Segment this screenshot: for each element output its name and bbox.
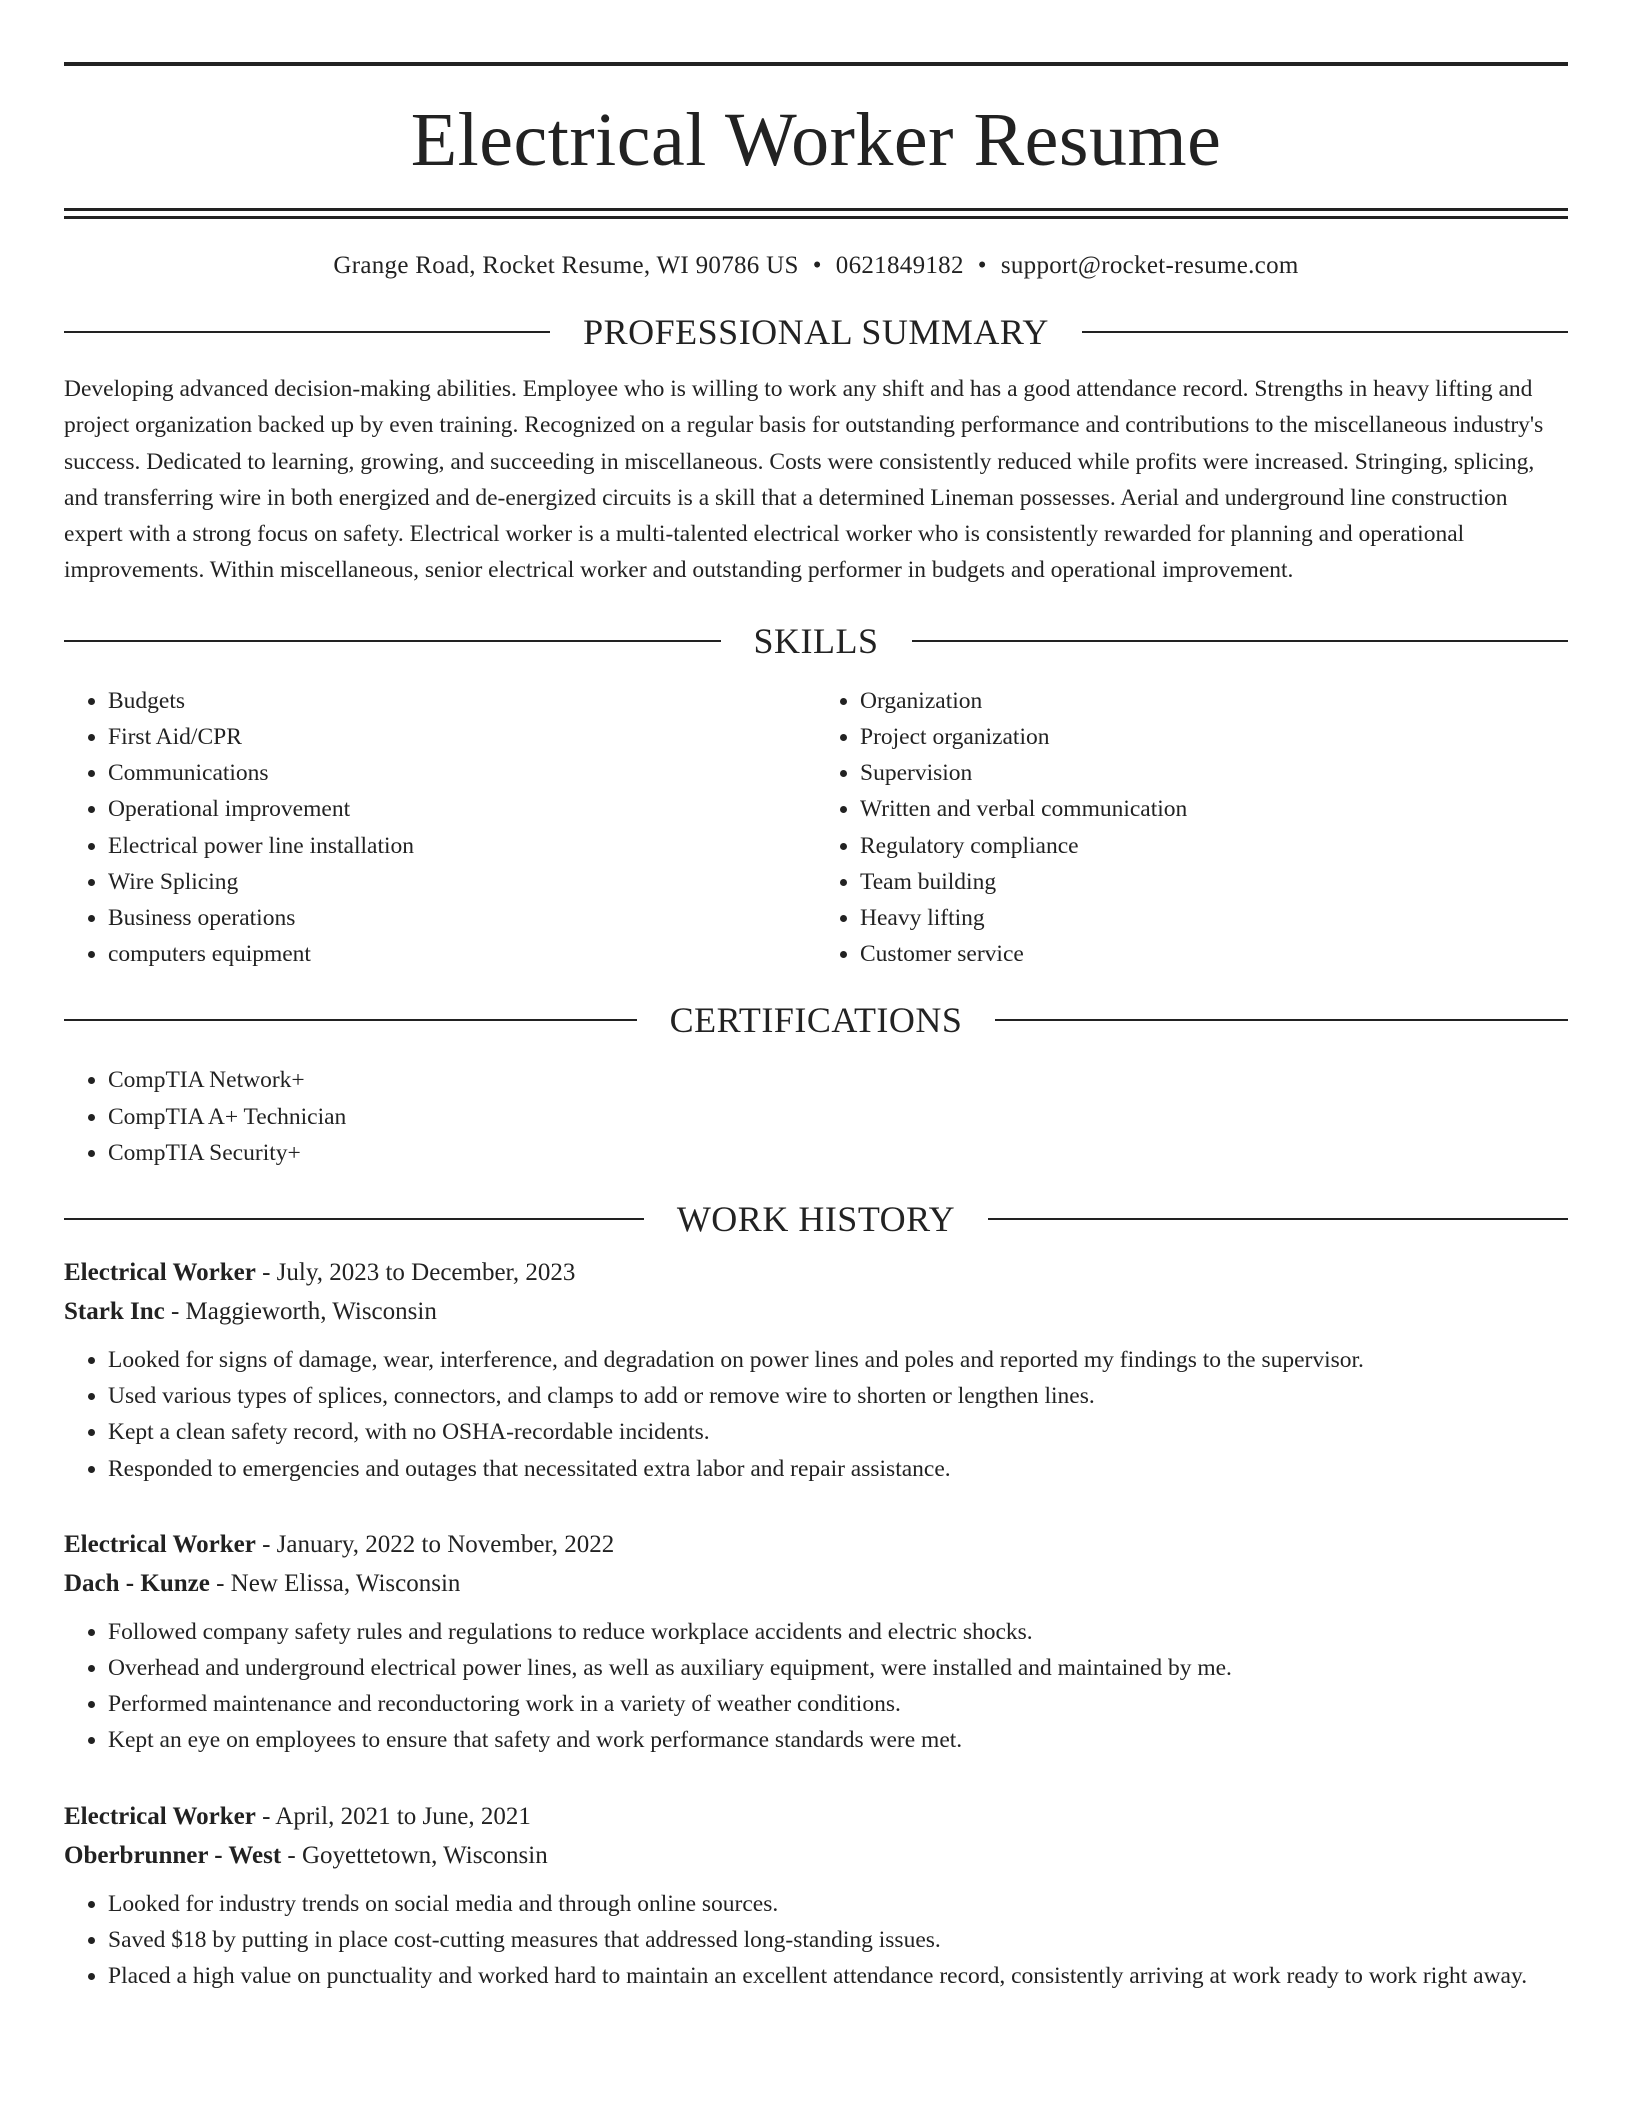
job-title-line	[64, 1253, 1568, 1292]
list-item: • Budgets	[108, 683, 816, 719]
skills-left-list	[64, 683, 816, 973]
top-rule	[64, 62, 1568, 66]
heading-rule-left	[64, 331, 550, 333]
list-item: • Responded to emergencies and outages that necessitated extra labor and repair assistance.	[108, 1451, 1568, 1487]
list-item: • Regulatory compliance	[860, 828, 1568, 864]
contact-line	[64, 253, 1568, 278]
job-bullets	[64, 1886, 1568, 1995]
job-title: Electrical Worker	[64, 1259, 256, 1287]
section-title: CERTIFICATIONS	[669, 1000, 963, 1041]
skills-column-right	[816, 683, 1568, 973]
job-location: New Elissa, Wisconsin	[230, 1569, 461, 1597]
job-dates: January, 2022 to November, 2022	[276, 1530, 615, 1558]
job-entry	[64, 1253, 1568, 1487]
list-item: • Project organization	[860, 719, 1568, 755]
heading-rule-left	[64, 1218, 644, 1220]
work-history-list	[64, 1253, 1568, 1994]
heading-rule-right	[988, 1218, 1568, 1220]
section-title: WORK HISTORY	[676, 1199, 956, 1240]
certifications-list	[64, 1062, 1568, 1171]
heading-rule-left	[64, 640, 721, 642]
heading-rule-left	[64, 1019, 637, 1021]
section-title: PROFESSIONAL SUMMARY	[583, 312, 1049, 352]
list-item: • Written and verbal communication	[860, 791, 1568, 827]
job-company: Dach - Kunze	[64, 1569, 210, 1597]
list-item: • Saved $18 by putting in place cost-cutting measures that addressed long-standing issues.	[108, 1922, 1568, 1958]
list-item: • Organization	[860, 683, 1568, 719]
job-dash: -	[255, 1530, 277, 1558]
job-title: Electrical Worker	[64, 1802, 256, 1830]
job-location: Goyettetown, Wisconsin	[301, 1841, 548, 1869]
list-item: • Heavy lifting	[860, 900, 1568, 936]
list-item: • CompTIA Network+	[108, 1062, 1568, 1098]
list-item: • Used various types of splices, connectors, and clamps to add or remove wire to shorten or lengthen lines.	[108, 1378, 1568, 1414]
list-item: • Customer service	[860, 936, 1568, 972]
list-item: • Performed maintenance and reconductoring work in a variety of weather conditions.	[108, 1686, 1568, 1722]
job-title-line	[64, 1797, 1568, 1836]
job-dash: -	[255, 1802, 276, 1830]
section-heading-certifications	[64, 1000, 1568, 1041]
list-item: • Operational improvement	[108, 791, 816, 827]
list-item: • Looked for signs of damage, wear, interference, and degradation on power lines and poles and reported my findings to the supervisor.	[108, 1342, 1568, 1378]
job-location: Maggieworth, Wisconsin	[185, 1298, 437, 1326]
skills-list	[64, 683, 1568, 973]
contact-phone: 0621849182	[835, 252, 964, 279]
list-item: • Overhead and underground electrical power lines, as well as auxiliary equipment, were installed and maintained by me.	[108, 1650, 1568, 1686]
job-title-line	[64, 1525, 1568, 1564]
job-bullets	[64, 1614, 1568, 1759]
heading-rule-right	[995, 1019, 1568, 1021]
job-dash: -	[281, 1841, 302, 1869]
list-item: • Supervision	[860, 755, 1568, 791]
contact-separator: •	[812, 252, 822, 279]
job-entry	[64, 1797, 1568, 1995]
list-item: • Kept a clean safety record, with no OSHA-recordable incidents.	[108, 1414, 1568, 1450]
contact-email: support@rocket-resume.com	[1000, 252, 1299, 279]
section-heading-work-history	[64, 1199, 1568, 1240]
section-title: SKILLS	[753, 620, 879, 661]
resume-title: Electrical Worker Resume	[410, 98, 1222, 182]
section-heading-skills	[64, 620, 1568, 661]
job-title: Electrical Worker	[64, 1530, 256, 1558]
job-bullets	[64, 1342, 1568, 1487]
job-company: Stark Inc	[64, 1298, 165, 1326]
list-item: • Looked for industry trends on social media and through online sources.	[108, 1886, 1568, 1922]
list-item: • Kept an eye on employees to ensure that safety and work performance standards were met.	[108, 1722, 1568, 1758]
job-dash: -	[255, 1259, 277, 1287]
job-dash: -	[164, 1298, 186, 1326]
list-item: • Electrical power line installation	[108, 828, 816, 864]
title-double-rule	[64, 208, 1568, 219]
list-item: • Business operations	[108, 900, 816, 936]
list-item: • Team building	[860, 864, 1568, 900]
job-company-line	[64, 1292, 1568, 1331]
summary-text: Developing advanced decision-making abilities. Employee who is willing to work any shift and has a good attendance record. Strengths in heavy lifting and project organization backed up by even training. Recognized on a regular basis for outstanding performance and contributions to the miscellaneous industry's success. Dedicated to learning, growing, and succeeding in miscellaneous. Costs were consistently reduced while profits were increased. Stringing, splicing, and transferring wire in both energized and de-energized circuits is a skill that a determined Lineman possesses. Aerial and underground line construction expert with a strong focus on safety. Electrical worker is a multi-talented electrical worker who is consistently rewarded for planning and operational improvements. Within miscellaneous, senior electrical worker and outstanding performer in budgets and operational improvement.	[64, 376, 1544, 584]
skills-right-list	[816, 683, 1568, 973]
job-dates: April, 2021 to June, 2021	[275, 1802, 531, 1830]
list-item: • Placed a high value on punctuality and worked hard to maintain an excellent attendance record, consistently arriving at work ready to work right away.	[108, 1958, 1568, 1994]
job-company: Oberbrunner - West	[64, 1841, 282, 1869]
job-company-line	[64, 1564, 1568, 1603]
list-item: • CompTIA A+ Technician	[108, 1099, 1568, 1135]
list-item: • Followed company safety rules and regulations to reduce workplace accidents and electric shocks.	[108, 1614, 1568, 1650]
section-heading-summary	[64, 314, 1568, 350]
job-dates: July, 2023 to December, 2023	[276, 1259, 576, 1287]
contact-separator: •	[977, 252, 987, 279]
job-entry	[64, 1525, 1568, 1759]
heading-rule-right	[1082, 331, 1568, 333]
list-item: • Communications	[108, 755, 816, 791]
contact-address: Grange Road, Rocket Resume, WI 90786 US	[333, 252, 799, 279]
skills-column-left	[64, 683, 816, 973]
list-item: • First Aid/CPR	[108, 719, 816, 755]
list-item: • Wire Splicing	[108, 864, 816, 900]
list-item: • CompTIA Security+	[108, 1135, 1568, 1171]
list-item: • computers equipment	[108, 936, 816, 972]
job-dash: -	[209, 1569, 231, 1597]
heading-rule-right	[912, 640, 1569, 642]
job-company-line	[64, 1836, 1568, 1875]
